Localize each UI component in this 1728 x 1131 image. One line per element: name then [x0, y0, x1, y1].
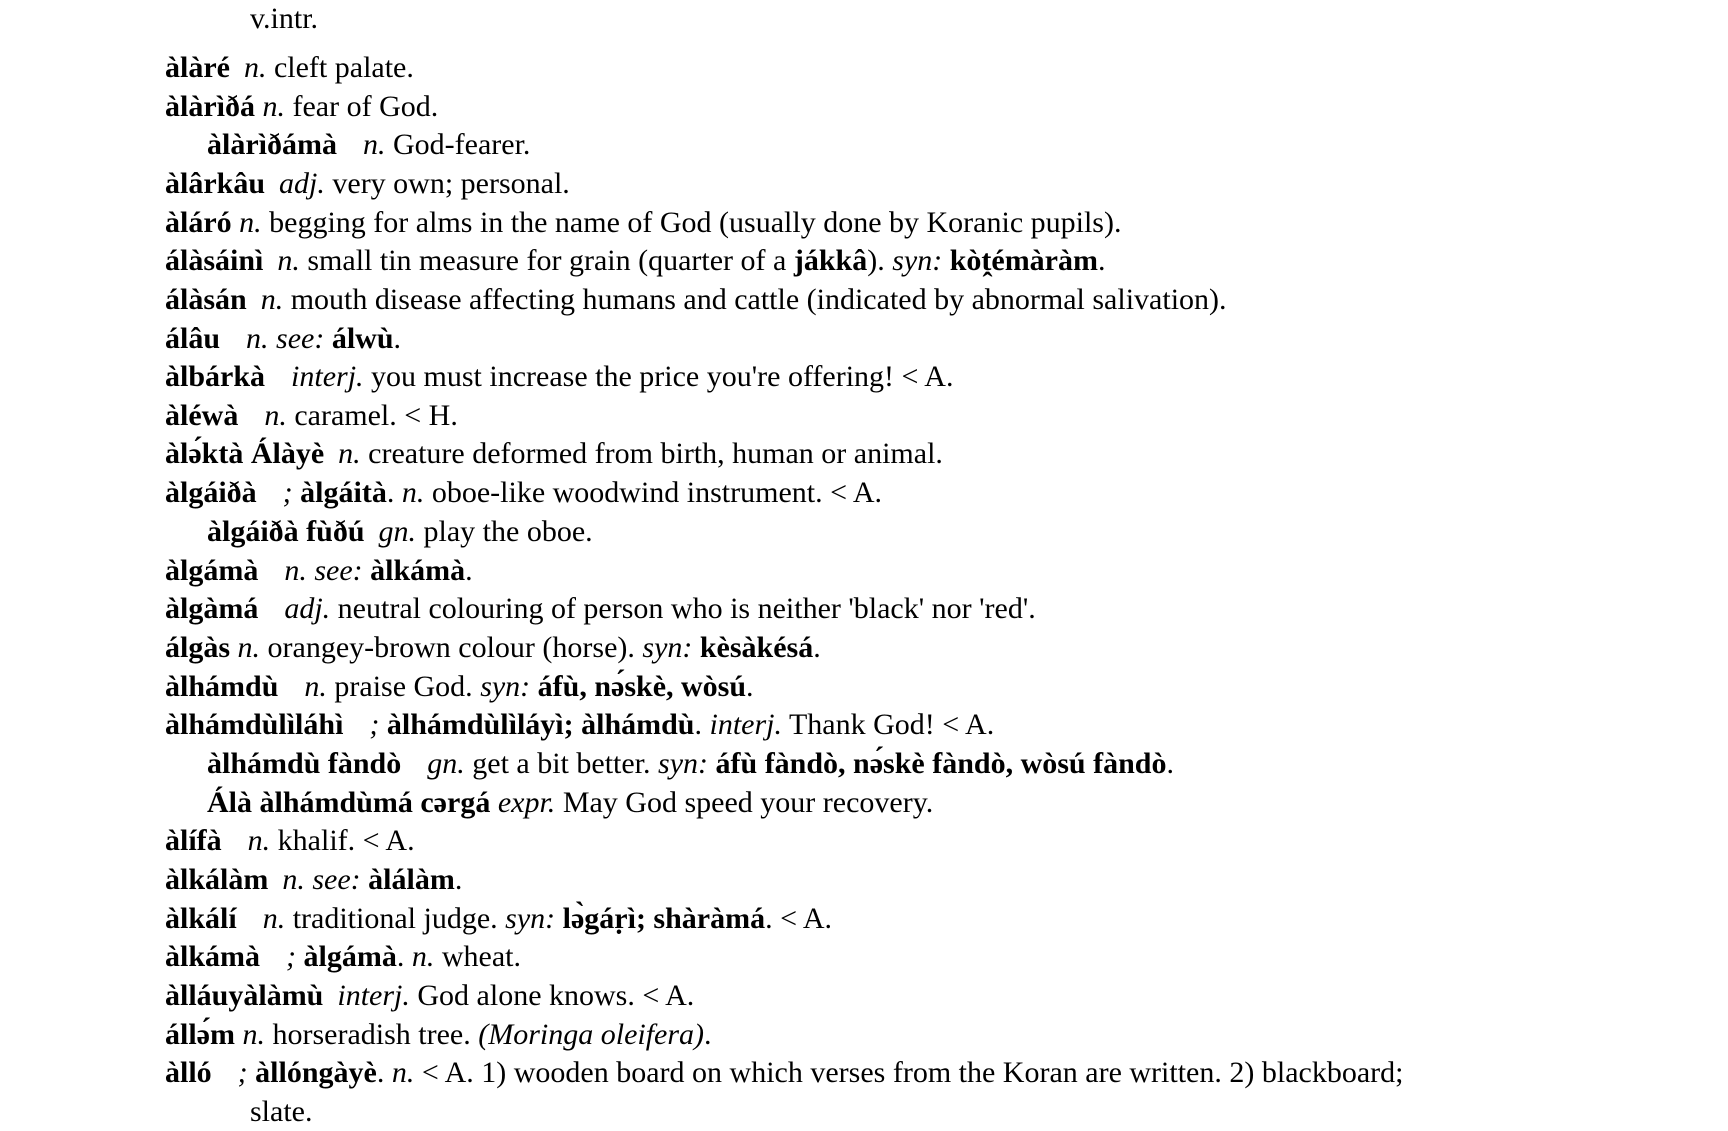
punctuation: . < A. — [765, 902, 833, 935]
part-of-speech: n. — [260, 283, 284, 316]
headword: àlhámdù fàndò — [207, 747, 402, 780]
part-of-speech: expr. — [497, 786, 556, 819]
definition: mouth disease affecting humans and cattle (indicated by abnormal salivation). — [290, 283, 1227, 316]
cross-reference: àlkámà — [370, 554, 466, 587]
punctuation: . — [813, 631, 821, 664]
definition: caramel. < H. — [294, 399, 458, 432]
separator: ; — [282, 476, 293, 509]
synonym: áfù, nə́skè, wòsú — [537, 670, 747, 703]
headword: àlə́ktà Álàyè — [165, 437, 325, 470]
variant: àlhámdùlìláyì; àlhámdù — [386, 708, 695, 741]
definition: play the oboe. — [423, 515, 593, 548]
entry-alaro — [165, 204, 1121, 242]
cross-reference: àlálàm — [368, 863, 455, 896]
headword: àlkálí — [165, 902, 237, 935]
entry-allo: àlló ; àllóngàyè. n. < A. 1) wooden board on which verses from the Koran are written. 2) blackboard; — [165, 1056, 1404, 1089]
synonym: áfù fàndò, nə́skè fàndò, wòsú fàndò — [715, 747, 1167, 780]
headword: àlláuyàlàmù — [165, 979, 324, 1012]
entry-alasaini — [165, 242, 1106, 280]
synonym-label: syn: — [480, 670, 531, 703]
punctuation: . — [454, 863, 463, 896]
part-of-speech: n. — [262, 902, 286, 935]
headword: Álà àlhámdùmá cərgá — [207, 786, 491, 819]
part-of-speech: n. — [304, 670, 327, 703]
part-of-speech: n. — [362, 128, 386, 161]
part-of-speech: gn. — [378, 515, 417, 548]
entry-alekta — [165, 435, 943, 473]
part-of-speech: n. — [264, 399, 287, 432]
headword: álgàs — [165, 631, 231, 664]
punctuation: . — [1098, 244, 1106, 277]
headword: állə́m — [165, 1018, 235, 1051]
headword: álàsáinì — [165, 244, 264, 277]
entry-alkalam — [165, 861, 462, 899]
continuation-text: v.intr. — [250, 2, 319, 35]
part-of-speech: interj. — [337, 979, 410, 1012]
definition: traditional judge. — [292, 902, 498, 935]
definition: Thank God! < A. — [788, 708, 995, 741]
part-of-speech: interj. — [291, 360, 364, 393]
subentry-ala-alhamduma — [207, 784, 933, 822]
definition: begging for alms in the name of God (usually done by Koranic pupils). — [269, 206, 1122, 239]
continuation-text: slate. — [250, 1095, 313, 1128]
punctuation: . — [746, 670, 754, 703]
punctuation: . — [1166, 747, 1174, 780]
subentry-alarioama — [207, 126, 530, 164]
definition: neutral colouring of person who is neither 'black' nor 'red'. — [337, 592, 1036, 625]
part-of-speech: adj. — [284, 592, 331, 625]
part-of-speech: n. — [243, 51, 267, 84]
synonym: lə̀gáṛì; shàràmá — [562, 902, 766, 935]
separator: ; — [369, 708, 380, 741]
punctuation: . — [393, 322, 402, 355]
part-of-speech: n. — [391, 1056, 415, 1089]
synonym: kòṱémàràm — [949, 244, 1098, 277]
part-of-speech: n. — [262, 90, 285, 123]
headword: àlàrìðámà — [207, 128, 337, 161]
entry-alarioa — [165, 88, 438, 126]
definition: creature deformed from birth, human or animal. — [368, 437, 943, 470]
cross-reference: álwù — [331, 322, 394, 355]
entry-alau — [165, 320, 401, 358]
headword: àlàré — [165, 51, 230, 84]
headword: àlhámdù — [165, 670, 279, 703]
definition: orangey-brown colour (horse). — [267, 631, 635, 664]
entry-alarkau — [165, 165, 570, 203]
headword: àlbárkà — [165, 360, 266, 393]
headword: àlgàmá — [165, 592, 259, 625]
definition: < A. 1) wooden board on which verses from the Koran are written. 2) blackboard; — [421, 1056, 1404, 1089]
part-of-speech: adj. — [279, 167, 325, 200]
definition: cleft palate. — [273, 51, 414, 84]
subentry-alhamdu-fando — [207, 745, 1174, 783]
definition: very own; personal. — [332, 167, 570, 200]
headword: àlgáiðà — [165, 476, 257, 509]
entry-alhamdulilahi: àlhámdùlìláhì ; àlhámdùlìláyì; àlhámdù. interj. Thank God! < A. — [165, 708, 995, 741]
entry-alewa — [165, 397, 458, 435]
entry-algaioa: àlgáiðà ; àlgáità. n. oboe-like woodwind instrument. < A. — [165, 476, 883, 509]
entry-alkama: àlkámà ; àlgámà. n. wheat. — [165, 940, 521, 973]
definition: God-fearer. — [392, 128, 531, 161]
definition: small tin measure for grain (quarter of a — [307, 244, 787, 277]
headword: àlârkâu — [165, 167, 266, 200]
cross-reference: jákkâ — [793, 244, 868, 277]
entry-algas — [165, 629, 821, 667]
headword: àlgáiðà fùðú — [207, 515, 365, 548]
headword: àláró — [165, 206, 232, 239]
synonym-label: syn: — [892, 244, 943, 277]
headword: àlàrìðá — [165, 90, 255, 123]
definition: oboe-like woodwind instrument. < A. — [431, 476, 883, 509]
definition: fear of God. — [292, 90, 439, 123]
entry-allem — [165, 1016, 712, 1054]
part-of-speech: interj. — [709, 708, 782, 741]
synonym-label: syn: — [505, 902, 556, 935]
part-of-speech: n. see: — [284, 554, 363, 587]
synonym-label: syn: — [658, 747, 709, 780]
part-of-speech: n. see: — [246, 322, 325, 355]
punctuation: . — [465, 554, 473, 587]
entry-alhamdu — [165, 668, 754, 706]
part-of-speech: n. — [247, 824, 271, 857]
headword: àlló — [165, 1056, 212, 1089]
part-of-speech: n. — [237, 631, 261, 664]
headword: àlkámà — [165, 940, 261, 973]
entry-allauyalamu — [165, 977, 694, 1015]
part-of-speech: n. — [411, 940, 435, 973]
definition: May God speed your recovery. — [562, 786, 934, 819]
variant: àllóngàyè — [255, 1056, 377, 1089]
part-of-speech: n. — [338, 437, 361, 470]
headword: àlífà — [165, 824, 222, 857]
variant: àlgámà — [303, 940, 397, 973]
part-of-speech: n. — [239, 206, 262, 239]
entry-continuation — [250, 0, 318, 38]
scientific-name: (Moringa oleifera) — [478, 1018, 705, 1051]
separator: ; — [237, 1056, 248, 1089]
definition: khalif. < A. — [277, 824, 415, 857]
synonym-label: syn: — [642, 631, 693, 664]
part-of-speech: n. — [277, 244, 300, 277]
headword: àlkálàm — [165, 863, 269, 896]
punctuation: . — [704, 1018, 712, 1051]
entry-allo-continuation — [250, 1093, 312, 1131]
subentry-algaioa-fuou — [207, 513, 593, 551]
entry-alkali — [165, 900, 832, 938]
definition: praise God. — [334, 670, 473, 703]
variant: àlgáità — [300, 476, 387, 509]
definition: horseradish tree. — [272, 1018, 471, 1051]
separator: ; — [286, 940, 297, 973]
definition: God alone knows. < A. — [417, 979, 695, 1012]
headword: álàsán — [165, 283, 247, 316]
headword: àlhámdùlìláhì — [165, 708, 344, 741]
part-of-speech: n. — [401, 476, 425, 509]
definition: wheat. — [441, 940, 521, 973]
part-of-speech: n. see: — [282, 863, 361, 896]
headword: álâu — [165, 322, 221, 355]
entry-alifa — [165, 822, 415, 860]
entry-albarka — [165, 358, 953, 396]
synonym: kèsàkésá — [699, 631, 814, 664]
definition: get a bit better. — [472, 747, 651, 780]
part-of-speech: n. — [242, 1018, 265, 1051]
definition-end: ). — [867, 244, 885, 277]
headword: àléwà — [165, 399, 239, 432]
definition: you must increase the price you're offering! < A. — [371, 360, 954, 393]
headword: àlgámà — [165, 554, 259, 587]
entry-alare — [165, 49, 414, 87]
entry-algama — [165, 552, 473, 590]
part-of-speech: gn. — [427, 747, 465, 780]
entry-alasan — [165, 281, 1227, 319]
entry-algama-adj — [165, 590, 1036, 628]
